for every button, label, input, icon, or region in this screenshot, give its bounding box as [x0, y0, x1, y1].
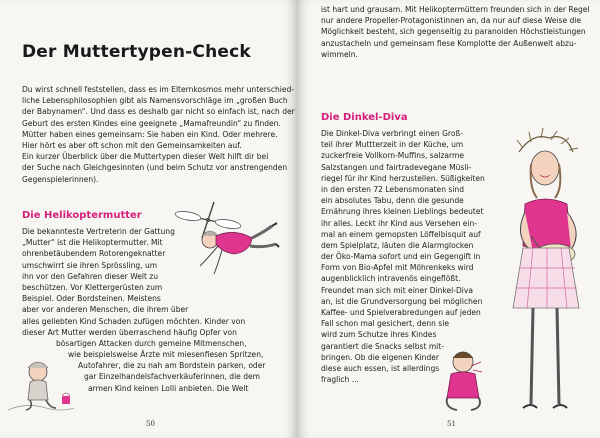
dinkel-diva-paragraph: Die Dinkel-Diva verbringt einen Groß- teil ihrer Muttterzeit in der Küche, um zuckerfreie Vollkorn-Muffins, salzarme Salzstangen und fairtradevegane Müsli- riegel für ihr Kind herzustellen. Süßigkeiten in den ersten 72 Lebensmonaten sind ein absolutes Tabu, denn die gesunde Ernährung ihres kleinen Lieblings bedeutet ihr alles. Leckt ihr Kind aus Versehen ein- mal an einem gemopsten Löffelbisquit auf dem Spielplatz, läuten die Alarmglocken der Öko-Mama sofort und ein Gegengift in Form von Bio-Apfel mit Möhrenkeks wird augenblicklich intravenös eingeflößt. Freundet man sich mit einer Dinkel-Diva an, ist die Grundversorgung bei möglichen Kaffee- und Spielverabredungen auf jeden Fall schon mal gesichert, denn sie wird zum Schutze ihres Kindes garantiert die Snacks selbst mit- bringen. Ob die eigenen Kinder diese auch essen, ist allerdings fraglich ... — [321, 129, 485, 385]
continued-paragraph: ist hart und grausam. Mit Helikoptermüttern freunden sich in der Regel nur andere Propeller-Protagonistinnen an, da nur auf diese Weise die Möglichkeit besteht, sich gegenseitig zu paranoiden Höchstleistungen anzustacheln und gemeinsam fiese Komplotte der Außenwelt abzu- wimmeln. — [321, 5, 590, 59]
section-heading-dinkel-diva: Die Dinkel-Diva — [321, 112, 408, 123]
section-heading-helicopter: Die Helikoptermutter — [22, 210, 142, 221]
page-number-right: 51 — [447, 420, 456, 428]
child-eating-snack-illustration — [435, 344, 495, 414]
intro-paragraph: Du wirst schnell feststellen, dass es im Elternkosmos mehr unterschied- liche Lebensphilosophien gibt als Namensvorschläge im „großen Buch der Babynamen“. Und dass es deshalb gar nicht so einfach ist, nach der Geburt des ersten Kindes eine geeignete „Mamafreundin“ zu finden. Mütter haben eines gemeinsam: Sie haben ein Kind. Oder mehrere. Hier hört es aber oft schon mit den Gemeinsamkeiten auf. Ein kurzer Überblick über die Muttertypen dieser Welt hilft dir bei der Suche nach Gleichgesinnten (und beim Schutz vor anstrengenden Gegenspielerinnen). — [22, 85, 295, 184]
child-in-sandbox-illustration — [6, 348, 76, 418]
helicopter-mother-illustration — [168, 196, 280, 291]
dinkel-diva-illustration — [493, 128, 593, 428]
left-page — [0, 0, 297, 438]
page-title: Der Muttertypen-Check — [22, 42, 251, 62]
page-number-left: 50 — [146, 420, 155, 428]
helicopter-paragraph: Die bekannteste Vertreterin der Gattung „Mutter“ ist die Helikoptermutter. Mit ohrenbetäubendem Rotorengeknatter umschwirrt sie ihren Sprössling, um ihn vor den Gefahren dieser Welt zu beschützen. Vor Klettergerüsten zum Beispiel. Oder Bordsteinen. Meistens aber vor anderen Menschen, die ihrem über alles geliebten Kind Schaden zufügen möchten. Kinder von dieser Art Mutter werden überraschend häufig Opfer von bösartigen Attacken durch gemeine Mitmenschen, wie beispielsweise Ärzte mit miesenfiesen Spritzen, Autofahrer, die zu nah am Bordstein parken, oder gar Einzelhandelsfachverkäuferinnen, die dem armen Kind keinen Lolli anbieten. Die Welt — [22, 227, 266, 393]
right-page — [297, 0, 600, 438]
